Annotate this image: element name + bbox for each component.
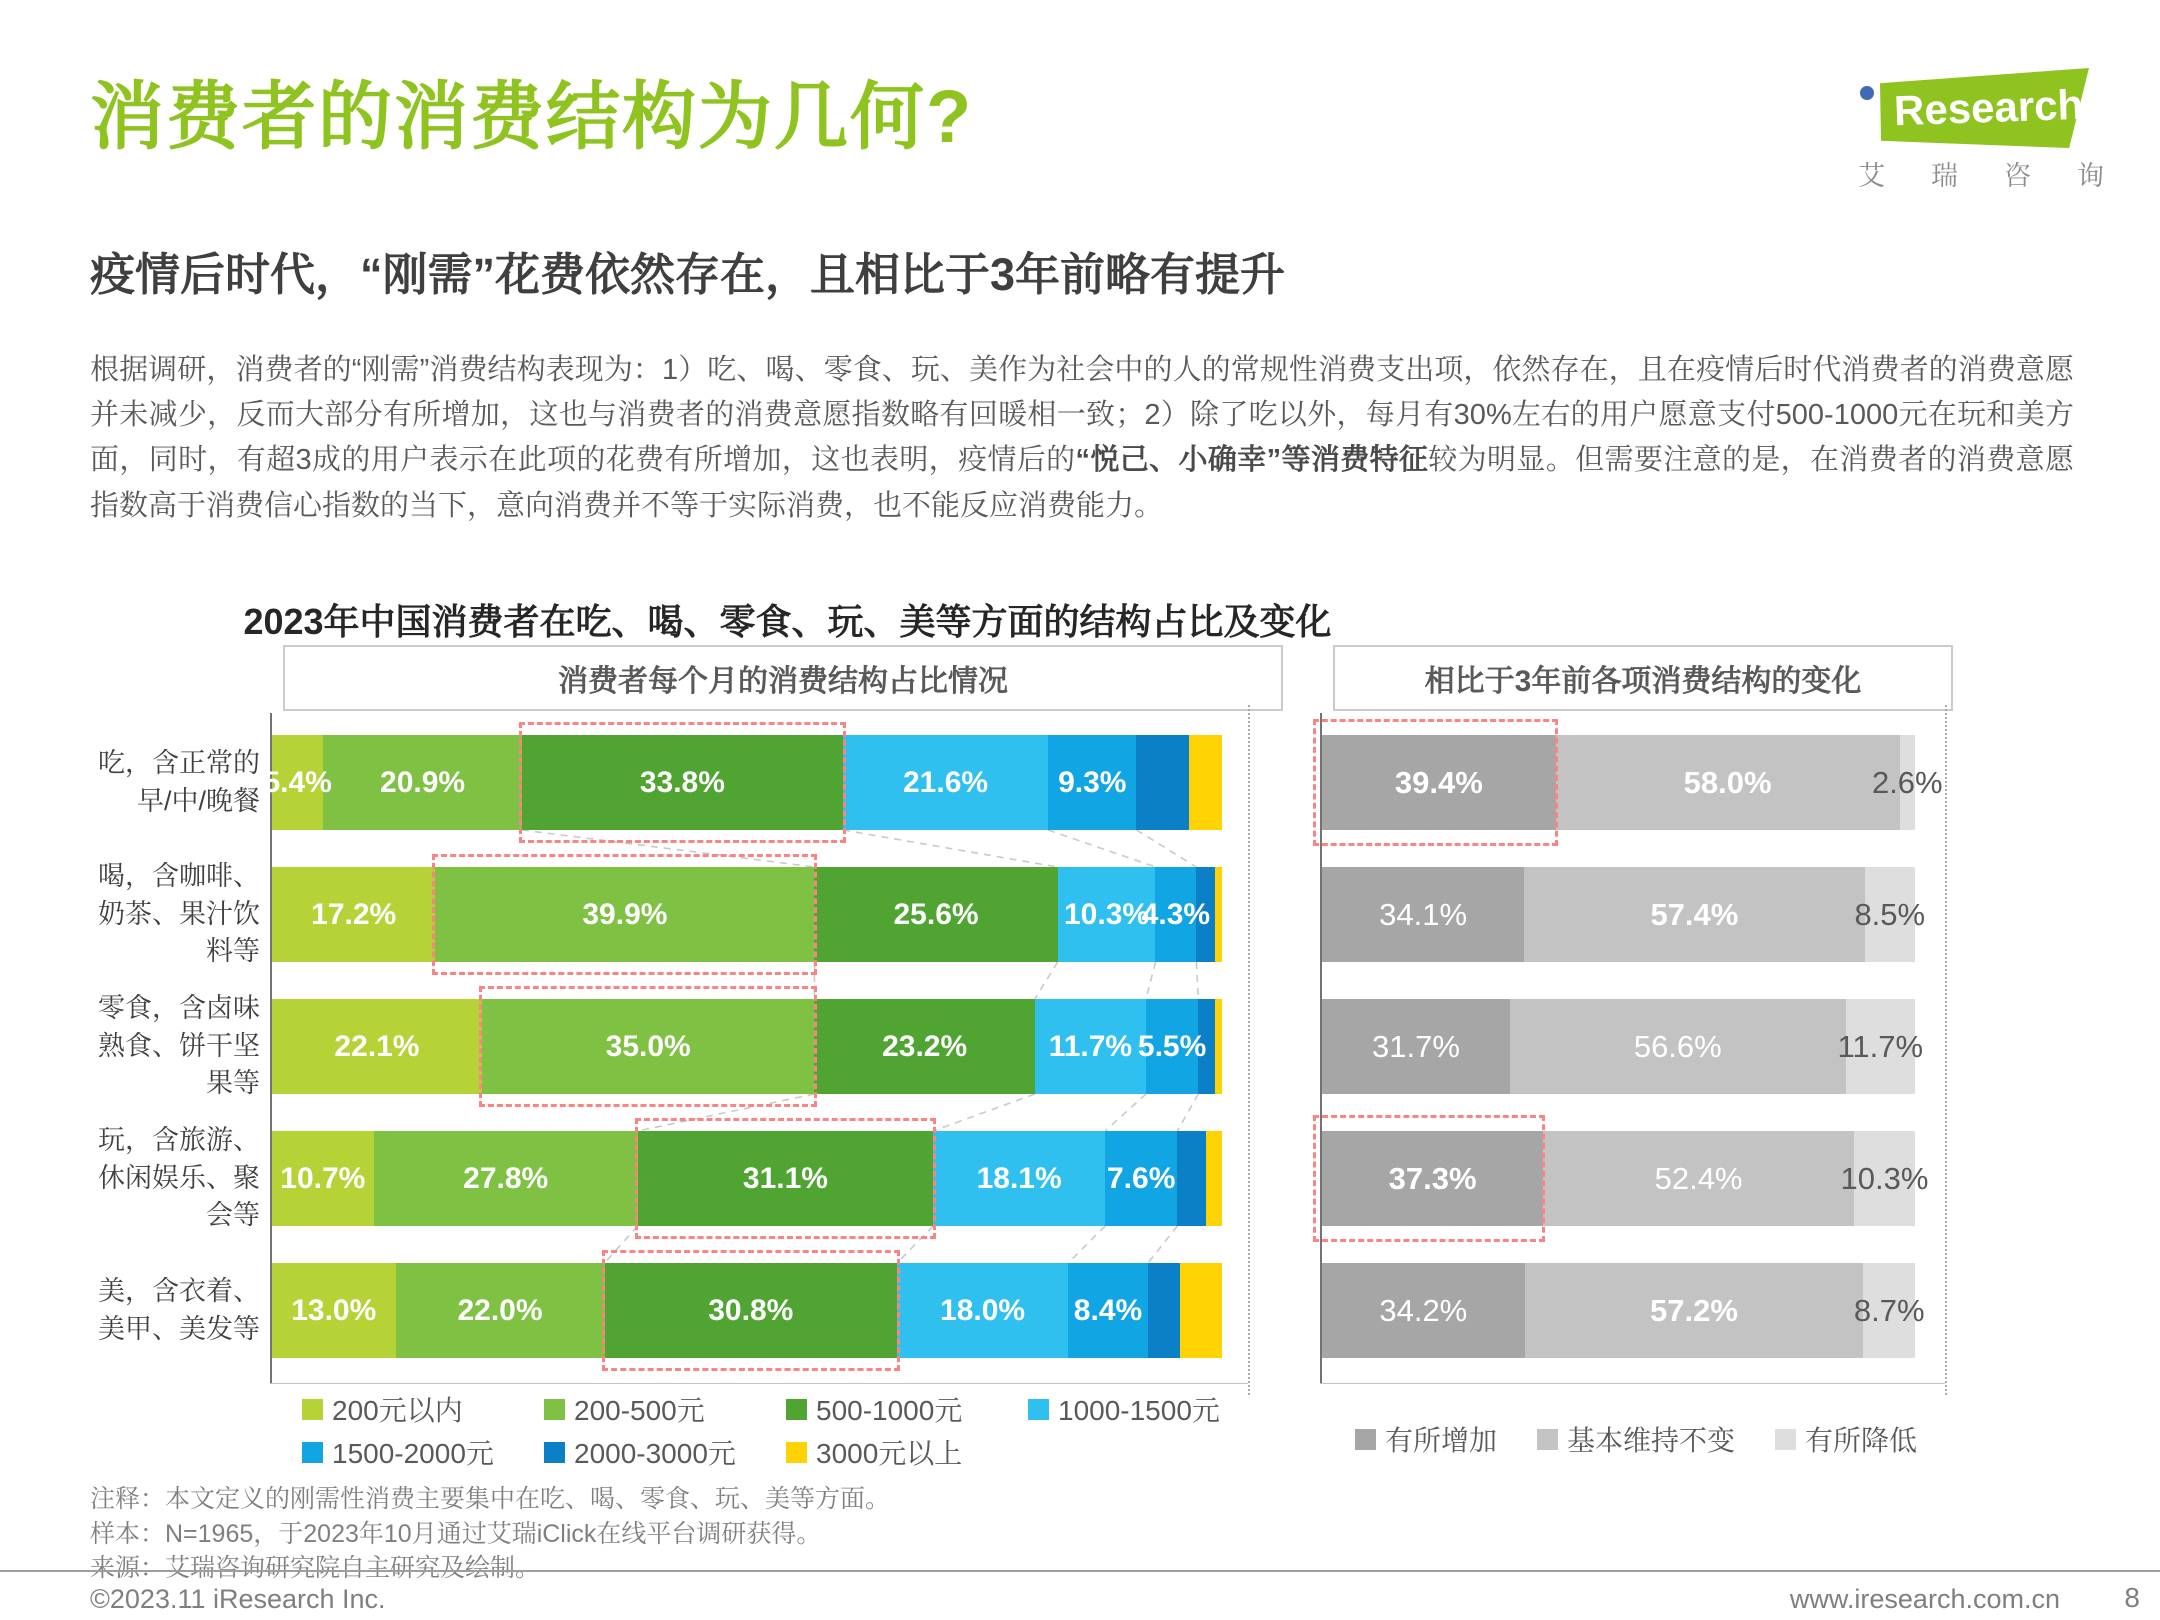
bar-segment [1206,1131,1222,1226]
bar-segment [1840,1131,1929,1226]
legend-label: 基本维持不变 [1567,1425,1736,1456]
bar-value-label: 10.3% [1840,1160,1929,1196]
bar-segment [1215,867,1222,962]
chart-row [90,735,1970,830]
right-bar [1322,999,1924,1094]
legend-label: 1500-2000元 [332,1438,494,1469]
bar-segment [272,1263,396,1358]
bar-segment [1035,999,1146,1094]
legend-swatch [1537,1429,1558,1450]
legend-label: 2000-3000元 [574,1438,736,1469]
page-title: 消费者的消费结构为几何? [90,75,974,158]
bar-value-label: 8.5% [1854,896,1926,932]
bar-value-label: 17.2% [311,897,397,931]
legend-item [1355,1422,1497,1456]
bar-segment [522,735,843,830]
bar-segment [1177,1131,1206,1226]
category-label: 吃，含正常的早/中/晚餐 [98,747,260,816]
legend-swatch [1028,1399,1049,1420]
left-chart-baseline [270,1383,1248,1384]
bar-segment [1525,1263,1864,1358]
bar-segment [814,999,1034,1094]
bar-segment [1871,735,1943,830]
bar-value-label: 58.0% [1683,764,1772,800]
right-chart-baseline [1320,1383,1945,1384]
bar-segment [1322,867,1524,962]
bar-segment [1322,735,1556,830]
bar-segment [1543,1131,1854,1226]
footnote-sample: 样本：N=1965，于2023年10月通过艾瑞iClick在线平台调研获得。 [90,1519,822,1548]
footnote-source: 来源：艾瑞咨询研究院自主研究及绘制。 [90,1554,541,1582]
bar-value-label: 13.0% [291,1293,377,1327]
legend-item [1028,1392,1270,1426]
left-bar [272,1131,1222,1226]
bar-value-label: 5.4% [263,765,332,799]
bar-segment [482,999,815,1094]
page-subtitle: 疫情后时代，“刚需”花费依然存在，且相比于3年前略有提升 [90,249,1286,300]
logo-i-dot-icon [1860,86,1874,100]
chart-row [90,860,1970,967]
chart-body [90,713,1970,1389]
bar-value-label: 56.6% [1633,1028,1722,1064]
bar-value-label: 10.7% [280,1161,366,1195]
bar-segment [263,735,332,830]
bar-segment [1510,999,1846,1094]
bar-value-label: 57.4% [1650,896,1739,932]
legend-label: 500-1000元 [816,1395,963,1426]
bar-value-label: 8.4% [1073,1293,1143,1327]
left-bar [272,999,1222,1094]
right-bar [1322,1263,1925,1358]
category-label: 零食，含卤味熟食、饼干坚果等 [98,992,260,1099]
legend-swatch [786,1442,807,1463]
bar-value-label: 37.3% [1388,1160,1477,1196]
legend-label: 200-500元 [574,1395,705,1426]
category-label: 玩，含旅游、休闲娱乐、聚会等 [98,1124,260,1231]
legend-label: 3000元以上 [816,1438,963,1469]
legend-label: 有所降低 [1805,1425,1918,1456]
right-bar [1322,1131,1929,1226]
bar-value-label: 7.6% [1107,1161,1176,1195]
bar-value-label: 23.2% [882,1029,968,1063]
left-bar [272,1263,1222,1358]
legend-item [1537,1422,1735,1456]
legend-item [786,1392,1028,1426]
bar-segment [1148,1263,1180,1358]
right-bar [1322,735,1943,830]
left-bar [263,735,1222,830]
legend-swatch [302,1442,323,1463]
bar-segment [1048,735,1136,830]
bar-segment [1837,999,1924,1094]
legend-label: 有所增加 [1385,1425,1498,1456]
legend-swatch [544,1399,565,1420]
bar-segment [814,867,1057,962]
logo-brand-text: Research [1893,80,2084,135]
legend-item [544,1435,786,1469]
right-bar [1322,867,1926,962]
bar-segment [1524,867,1864,962]
logo-i-stem-icon [1860,106,1874,145]
bar-value-label: 18.0% [940,1293,1026,1327]
bar-segment [1322,1131,1543,1226]
legend-swatch [302,1399,323,1420]
bar-segment [1853,1263,1925,1358]
bar-segment [1854,867,1926,962]
bar-segment [1215,999,1222,1094]
change-legend [1355,1422,1917,1456]
paragraph-part2: 较为明显。但需要注意的是，在消费者的消费意愿指数高于消费信心指数的当下，意向消费并不等于实际消费，也不能反应消费能力。 [90,444,2074,522]
right-panel-header: 相比于3年前各项消费结构的变化 [1333,645,1953,711]
chart-row [90,1124,1970,1231]
bar-segment [374,1131,638,1226]
bar-value-label: 31.1% [742,1161,828,1195]
bar-value-label: 35.0% [605,1029,691,1063]
bar-value-label: 39.4% [1394,764,1483,800]
bar-segment [396,1263,605,1358]
bar-value-label: 31.7% [1372,1028,1460,1064]
bar-segment [1105,1131,1177,1226]
paragraph-part1: 根据调研，消费者的“刚需”消费结构表现为：1）吃、喝、零食、玩、美作为社会中的人的常规性消费支出项，依然存在，且在疫情后时代消费者的消费意愿并未减少，反而大部分有所增加，这也与消费者的消费意愿指数略有回暖相一致；2）除了吃以外，每月有30%左右的用户愿意支付500-1000元在玩和美方面，同时，有超3成的用户表示在此项的花费有所增加，这也表明，疫情后的 [90,354,2074,477]
category-label: 美，含衣着、美甲、美发等 [98,1275,260,1344]
legend-label: 1000-1500元 [1058,1395,1220,1426]
logo-chinese-name: 艾瑞咨询 [1858,161,2150,191]
bar-segment [323,735,522,830]
bar-value-label: 11.7% [1837,1028,1924,1064]
bar-value-label: 8.7% [1853,1292,1925,1328]
footer-copyright: ©2023.11 iResearch Inc. [90,1584,386,1614]
bar-value-label: 5.5% [1137,1029,1207,1063]
legend-item [544,1392,786,1426]
category-label: 喝，含咖啡、奶茶、果汁饮料等 [98,860,260,967]
left-panel-header: 消费者每个月的消费结构占比情况 [283,645,1283,711]
legend-swatch [1775,1429,1796,1450]
bar-segment [843,735,1048,830]
bar-segment [272,999,482,1094]
legend-item [302,1435,544,1469]
footer-divider [0,1570,2160,1572]
bar-value-label: 39.9% [582,897,668,931]
bar-segment [1141,867,1211,962]
left-bar [272,867,1222,962]
bar-segment [605,1263,898,1358]
spend-range-legend [302,1392,1270,1469]
bar-segment [638,1131,933,1226]
bar-segment [1068,1263,1148,1358]
chart-row [90,1263,1970,1358]
footer-page-number: 8 [2124,1582,2140,1613]
bar-value-label: 34.1% [1379,896,1468,932]
legend-item [302,1392,544,1426]
legend-item [786,1435,1028,1469]
bar-segment [1322,1263,1525,1358]
bar-segment [435,867,814,962]
bar-value-label: 18.1% [976,1161,1062,1195]
bar-segment [1136,735,1188,830]
bar-segment [1137,999,1207,1094]
body-paragraph [90,348,2074,529]
bar-value-label: 10.3% [1064,897,1150,931]
iresearch-logo [1852,58,2150,191]
bar-value-label: 30.8% [708,1293,794,1327]
bar-value-label: 9.3% [1058,765,1127,799]
bar-value-label: 25.6% [893,897,979,931]
bar-value-label: 11.7% [1048,1029,1133,1063]
legend-swatch [1355,1429,1376,1450]
bar-value-label: 20.9% [380,765,466,799]
bar-segment [272,1131,374,1226]
chart-row [90,992,1970,1099]
bar-value-label: 4.3% [1141,897,1211,931]
bar-value-label: 22.1% [334,1029,420,1063]
footnote-definition: 注释：本文定义的刚需性消费主要集中在吃、喝、零食、玩、美等方面。 [90,1485,891,1513]
bar-segment [1180,1263,1222,1358]
bar-segment [897,1263,1068,1358]
bar-segment [1322,999,1510,1094]
legend-item [1775,1422,1917,1456]
bar-segment [272,867,435,962]
legend-label: 200元以内 [332,1395,463,1426]
bar-value-label: 21.6% [902,765,989,799]
legend-swatch [786,1399,807,1420]
bar-value-label: 27.8% [463,1161,549,1195]
bar-segment [933,1131,1105,1226]
bar-value-label: 52.4% [1654,1160,1743,1196]
bar-value-label: 2.6% [1871,764,1943,800]
bar-segment [1556,735,1900,830]
bar-value-label: 34.2% [1379,1292,1468,1328]
legend-swatch [544,1442,565,1463]
bar-value-label: 22.0% [457,1293,543,1327]
bar-segment [1189,735,1222,830]
bar-value-label: 33.8% [639,765,725,799]
paragraph-bold-phrase: “悦己、小确幸”等消费特征 [1075,444,1429,477]
footer-website-link[interactable]: www.iresearch.com.cn [1789,1584,2060,1614]
bar-value-label: 57.2% [1650,1292,1738,1328]
chart-title: 2023年中国消费者在吃、喝、零食、玩、美等方面的结构占比及变化 [243,601,1332,642]
